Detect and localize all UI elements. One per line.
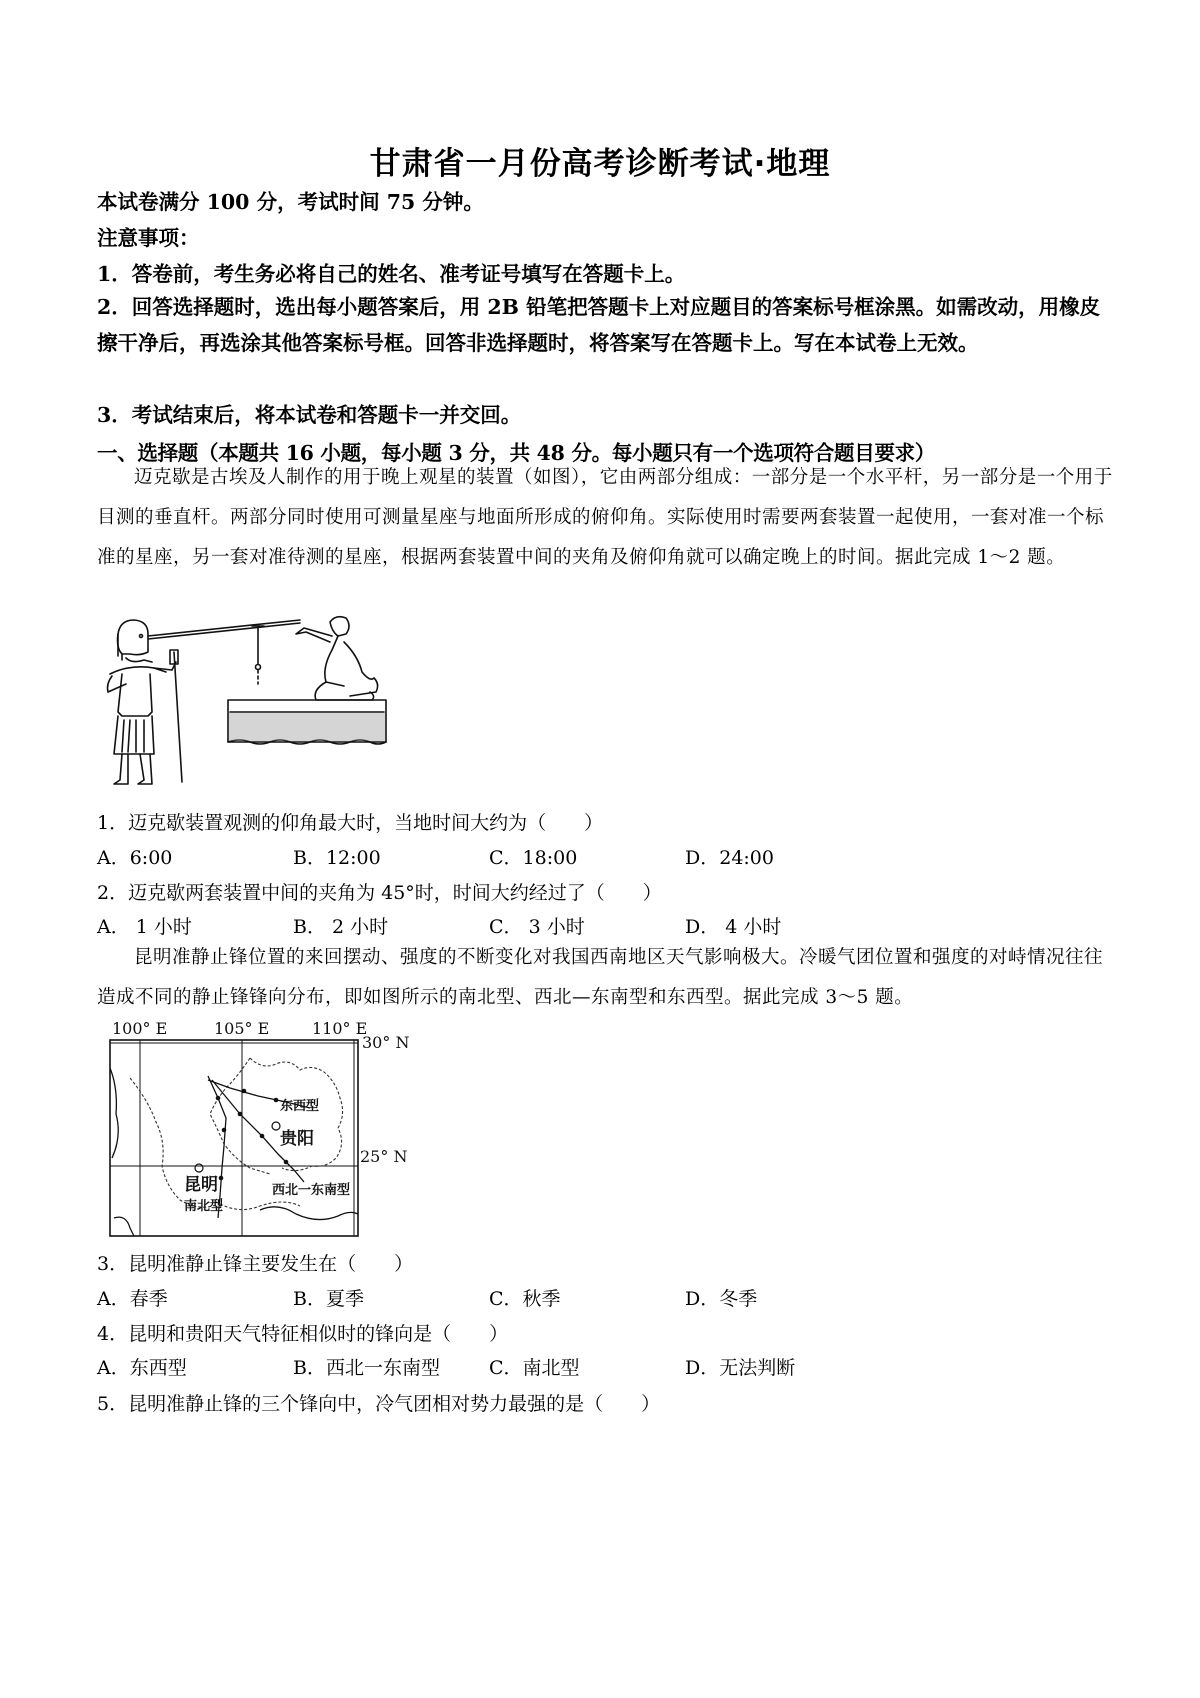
question-1: 1．迈克歇装置观测的仰角最大时，当地时间大约为（ ） xyxy=(97,812,604,834)
q3-option-c: C．秋季 xyxy=(489,1288,561,1310)
q1-option-d: D．24:00 xyxy=(685,847,774,869)
q2-option-b: B． 2 小时 xyxy=(293,916,389,938)
exam-intro: 本试卷满分 100 分，考试时间 75 分钟。 xyxy=(97,190,484,214)
passage-1: 迈克歇是古埃及人制作的用于晚上观星的装置（如图），它由两部分组成：一部分是一个水平杆，另一部分是一个用于目测的垂直杆。两部分同时使用可测量星座与地面所形成的俯仰角。实际使用时需要两套装置一起使用，一套对准一个标准的星座，另一套对准待测的星座，根据两套装置中间的夹角及俯仰角就可以确定晚上的时间。据此完成 1～2 题。 xyxy=(97,467,1113,568)
notice-item-3: 3．考试结束后，将本试卷和答题卡一并交回。 xyxy=(97,403,522,427)
city-guiyang: 贵阳 xyxy=(280,1129,314,1149)
q2-option-c: C． 3 小时 xyxy=(489,916,585,938)
q3-option-d: D．冬季 xyxy=(685,1288,758,1310)
lon-label-105: 105° E xyxy=(214,1019,270,1038)
city-kunming: 昆明 xyxy=(184,1175,218,1195)
q1-option-a: A．6:00 xyxy=(97,847,173,869)
question-5: 5．昆明准静止锋的三个锋向中，冷气团相对势力最强的是（ ） xyxy=(97,1393,661,1415)
question-3: 3．昆明准静止锋主要发生在（ ） xyxy=(97,1253,414,1275)
q1-option-c: C．18:00 xyxy=(489,847,578,869)
question-2: 2．迈克歇两套装置中间的夹角为 45°时，时间大约经过了（ ） xyxy=(97,882,662,904)
q2-option-d: D． 4 小时 xyxy=(685,916,782,938)
q4-option-d: D．无法判断 xyxy=(685,1357,796,1379)
section-heading: 一、选择题（本题共 16 小题，每小题 3 分，共 48 分。每小题只有一个选项符合题目要求） xyxy=(97,441,936,465)
q3-option-a: A．春季 xyxy=(97,1288,168,1310)
q4-option-a: A．东西型 xyxy=(97,1357,187,1379)
front-map xyxy=(100,1018,420,1240)
front-label-north-south: 南北型 xyxy=(184,1199,224,1214)
merkhet-illustration xyxy=(100,612,400,788)
q1-option-b: B．12:00 xyxy=(293,847,381,869)
notice-item-2: 2．回答选择题时，选出每小题答案后，用 2B 铅笔把答题卡上对应题目的答案标号框涂黑。如需改动，用橡皮擦干净后，再选涂其他答案标号框。回答非选择题时，将答案写在答题卡上。写在本试卷上无效。 xyxy=(97,295,1101,355)
lat-label-30: 30° N xyxy=(362,1033,410,1052)
notice-heading: 注意事项： xyxy=(97,226,200,250)
q2-option-a: A． 1 小时 xyxy=(97,916,192,938)
q3-option-b: B．夏季 xyxy=(293,1288,364,1310)
passage-2: 昆明准静止锋位置的来回摆动、强度的不断变化对我国西南地区天气影响极大。冷暖气团位置和强度的对峙情况往往造成不同的静止锋锋向分布，即如图所示的南北型、西北—东南型和东西型。据此完成 3～5 题。 xyxy=(97,947,1104,1008)
q4-option-c: C．南北型 xyxy=(489,1357,580,1379)
front-label-east-west: 东西型 xyxy=(280,1099,320,1114)
notice-item-1: 1．答卷前，考生务必将自己的姓名、准考证号填写在答题卡上。 xyxy=(97,262,686,286)
lat-label-25: 25° N xyxy=(360,1147,408,1166)
page-title: 甘肃省一月份高考诊断考试·地理 xyxy=(369,146,831,182)
lon-label-100: 100° E xyxy=(112,1019,168,1038)
question-4: 4．昆明和贵阳天气特征相似时的锋向是（ ） xyxy=(97,1323,509,1345)
front-label-nw-se: 西北一东南型 xyxy=(272,1183,351,1198)
lon-label-110: 110° E xyxy=(312,1019,368,1038)
q4-option-b: B．西北一东南型 xyxy=(293,1357,440,1379)
